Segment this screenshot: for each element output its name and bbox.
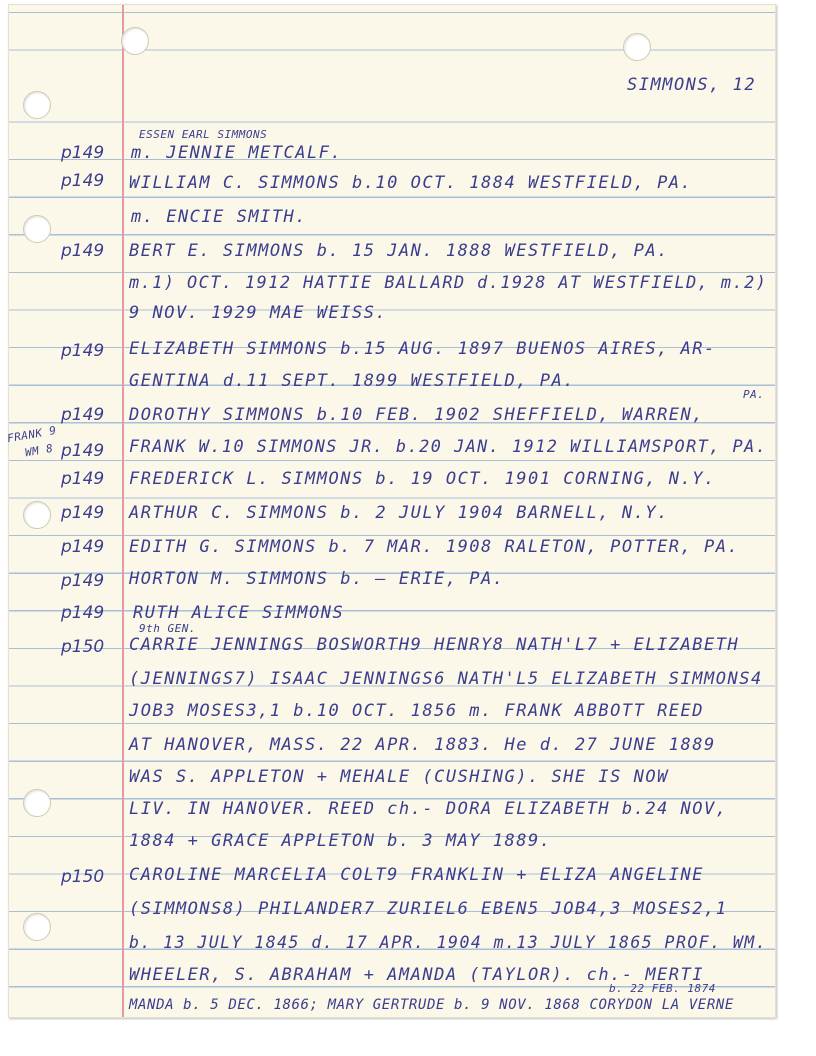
side-note: WM 8 [24,441,55,460]
page-ref: p149 [61,341,105,361]
entry-line: GENTINA d.11 SEPT. 1899 WESTFIELD, PA. [129,371,575,391]
side-note: FRANK 9 [6,423,58,446]
page-ref: p149 [61,537,105,557]
page-ref: p149 [61,405,105,425]
entry-line: 9th GEN. [139,622,196,635]
page-ref: p149 [61,469,105,489]
entry-line: WILLIAM C. SIMMONS b.10 OCT. 1884 WESTFIELD, PA. [129,173,693,193]
punch-hole [23,789,51,817]
page-ref: p149 [61,503,105,523]
entry-line: (JENNINGS7) ISAAC JENNINGS6 NATH'L5 ELIZABETH SIMMONS4 [129,669,763,689]
entry-line: MANDA b. 5 DEC. 1866; MARY GERTRUDE b. 9 NOV. 1868 CORYDON LA VERNE [129,997,734,1013]
page-ref: p149 [61,441,105,461]
punch-hole [121,27,149,55]
entry-line: DOROTHY SIMMONS b.10 FEB. 1902 SHEFFIELD, WARREN, [129,405,705,425]
entry-line: JOB3 MOSES3,1 b.10 OCT. 1856 m. FRANK ABBOTT REED [129,701,705,721]
entry-line: PA. [743,388,765,401]
entry-line: m. ENCIE SMITH. [131,207,308,227]
punch-hole [623,33,651,61]
entry-line: b. 22 FEB. 1874 [609,982,716,995]
page-ref: p150 [61,867,105,887]
entry-line: ARTHUR C. SIMMONS b. 2 JULY 1904 BARNELL, N.Y. [129,503,669,523]
entry-line: ELIZABETH SIMMONS b.15 AUG. 1897 BUENOS AIRES, AR- [129,339,716,359]
entry-line: FRANK W.10 SIMMONS JR. b.20 JAN. 1912 WILLIAMSPORT, PA. [129,437,768,457]
margin-line [122,5,124,1017]
entry-line: RUTH ALICE SIMMONS [133,603,345,623]
entry-line: b. 13 JULY 1845 d. 17 APR. 1904 m.13 JULY 1865 PROF. WM. [129,933,768,953]
entry-line: 9 NOV. 1929 MAE WEISS. [129,303,388,323]
entry-line: 1884 + GRACE APPLETON b. 3 MAY 1889. [129,831,552,851]
entry-line: ESSEN EARL SIMMONS [139,128,268,141]
page-ref: p149 [61,603,105,623]
entry-line: AT HANOVER, MASS. 22 APR. 1883. He d. 27 JUNE 1889 [129,735,716,755]
page-ref: p149 [61,171,105,191]
page-label: SIMMONS, 12 [627,75,757,95]
entry-line: WAS S. APPLETON + MEHALE (CUSHING). SHE IS NOW [129,767,669,787]
entry-line: CAROLINE MARCELIA COLT9 FRANKLIN + ELIZA ANGELINE [129,865,705,885]
entry-line: m. JENNIE METCALF. [131,143,343,163]
page-ref: p149 [61,143,105,163]
entry-line: EDITH G. SIMMONS b. 7 MAR. 1908 RALETON, POTTER, PA. [129,537,740,557]
punch-hole [23,913,51,941]
page-ref: p149 [61,241,105,261]
entry-line: LIV. IN HANOVER. REED ch.- DORA ELIZABETH b.24 NOV, [129,799,728,819]
entry-line: WHEELER, S. ABRAHAM + AMANDA (TAYLOR). ch.- MERTI [129,965,705,985]
entry-line: m.1) OCT. 1912 HATTIE BALLARD d.1928 AT WESTFIELD, m.2) [129,273,768,293]
notebook-page [8,4,776,1018]
punch-hole [23,215,51,243]
entry-line: (SIMMONS8) PHILANDER7 ZURIEL6 EBEN5 JOB4,3 MOSES2,1 [129,899,728,919]
page-ref: p149 [61,571,105,591]
entry-line: FREDERICK L. SIMMONS b. 19 OCT. 1901 CORNING, N.Y. [129,469,716,489]
entry-line: BERT E. SIMMONS b. 15 JAN. 1888 WESTFIELD, PA. [129,241,669,261]
entry-line: CARRIE JENNINGS BOSWORTH9 HENRY8 NATH'L7 + ELIZABETH [129,635,740,655]
punch-hole [23,501,51,529]
entry-line: HORTON M. SIMMONS b. — ERIE, PA. [129,569,505,589]
punch-hole [23,91,51,119]
page-ref: p150 [61,637,105,657]
